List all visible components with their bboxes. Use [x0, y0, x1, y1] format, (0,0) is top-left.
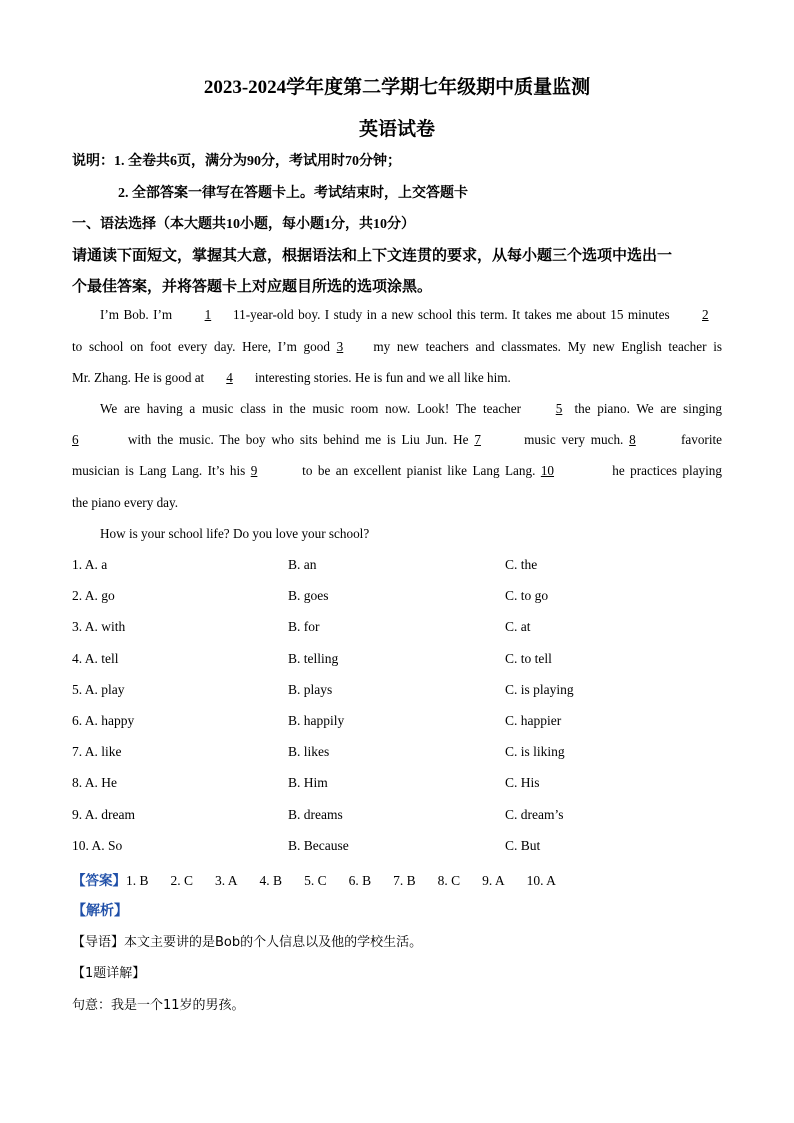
option-a: 1. A. a: [72, 557, 108, 572]
option-row: [72, 775, 722, 793]
option-a: 7. A. like: [72, 744, 122, 760]
option-b: B. Because: [288, 837, 349, 853]
answer-item: 6. B: [348, 873, 372, 888]
blank-8: 8: [629, 432, 636, 447]
directions-line-2: 个最佳答案，并将答题卡上对应题目所选的选项涂黑。: [72, 279, 433, 295]
option-b: B. an: [288, 557, 317, 572]
option-c: C. dream’s: [505, 806, 564, 822]
answer-item: 2. C: [170, 873, 194, 888]
blank-1: 1: [204, 307, 212, 322]
option-c: C. His: [505, 775, 540, 791]
option-b: B. happily: [288, 713, 345, 728]
answer-item: 5. C: [304, 873, 327, 888]
option-a: 6. A. happy: [72, 713, 135, 728]
instructions-line-1: 说明：1. 全卷共6页，满分为90分，考试用时70分钟；: [72, 154, 401, 169]
option-a: 8. A. He: [72, 775, 117, 791]
blank-10: 10: [540, 463, 555, 478]
option-row: [72, 838, 722, 856]
option-c: C. is playing: [505, 681, 574, 697]
option-row: [72, 557, 722, 575]
answer-item: 9. A: [482, 873, 505, 888]
option-row: [72, 619, 722, 637]
answer-label: 【答案】: [72, 873, 126, 888]
directions-line-1: 请通读下面短文，掌握其大意，根据语法和上下文连贯的要求，从每小题三个选项中选出一: [72, 248, 673, 264]
option-c: C. is liking: [505, 744, 565, 760]
option-b: B. for: [288, 619, 320, 635]
blank-9: 9: [250, 463, 258, 478]
option-a: 3. A. with: [72, 619, 126, 635]
option-b: B. dreams: [288, 806, 343, 822]
blank-3: 3: [336, 339, 344, 354]
answer-key: [72, 869, 578, 889]
option-row: [72, 588, 722, 606]
option-c: C. to go: [505, 588, 549, 604]
blank-4: 4: [226, 370, 233, 385]
blank-5: 5: [555, 401, 563, 416]
option-b: B. goes: [288, 588, 329, 604]
option-c: C. the: [505, 557, 538, 572]
option-c: C. at: [505, 619, 531, 635]
option-a: 2. A. go: [72, 588, 115, 604]
option-row: [72, 651, 722, 669]
passage-line: the piano every day.: [72, 495, 179, 510]
option-b: B. plays: [288, 681, 333, 697]
blank-7: 7: [474, 432, 481, 447]
passage-line: I’m Bob. I’m 1 11-year-old boy. I study in a new school this term. It takes me about 15 minutes 2: [72, 307, 722, 323]
blank-2: 2: [702, 307, 709, 322]
answer-item: 4. B: [259, 873, 283, 888]
option-b: B. telling: [288, 650, 339, 666]
option-a: 9. A. dream: [72, 806, 135, 822]
analysis-label: 【解析】: [72, 904, 128, 919]
guide-text: 【导语】本文主要讲的是Bob的个人信息以及他的学校生活。: [72, 935, 423, 950]
page-title: 2023-2024学年度第二学期七年级期中质量监测: [203, 77, 591, 98]
option-c: C. But: [505, 837, 541, 853]
option-row: [72, 713, 722, 731]
answer-item: 1. B: [126, 873, 149, 888]
passage-line: 6 with the music. The boy who sits behind me is Liu Jun. He 7 music very much. 8 favorite: [72, 432, 723, 447]
instructions-line-2: 2. 全部答案一律写在答题卡上。考试结束时，上交答题卡: [118, 186, 468, 201]
passage-line: to school on foot every day. Here, I’m good 3 my new teachers and classmates. My new English teacher is: [72, 339, 722, 354]
passage-line: How is your school life? Do you love your school?: [100, 526, 370, 541]
option-a: 4. A. tell: [72, 650, 119, 666]
section-heading: 一、语法选择（本大题共10小题，每小题1分，共10分）: [72, 217, 415, 232]
option-row: [72, 744, 722, 762]
answer-item: 3. A: [215, 873, 238, 888]
answer-item: 10. A: [526, 873, 556, 888]
question-1-detail-label: 【1题详解】: [72, 966, 146, 981]
option-c: C. to tell: [505, 650, 552, 666]
option-b: B. Him: [288, 775, 328, 791]
passage-line: Mr. Zhang. He is good at 4 interesting stories. He is fun and we all like him.: [72, 370, 511, 385]
option-row: [72, 682, 722, 700]
option-row: [72, 807, 722, 825]
page-subtitle: 英语试卷: [358, 119, 435, 140]
passage-line: musician is Lang Lang. It’s his 9 to be an excellent pianist like Lang Lang. 10 he practices playing: [72, 463, 722, 478]
answer-item: 8. C: [437, 873, 461, 888]
answer-item: 7. B: [393, 873, 416, 888]
option-c: C. happier: [505, 713, 562, 728]
option-a: 5. A. play: [72, 681, 125, 697]
option-b: B. likes: [288, 744, 330, 760]
passage-line: We are having a music class in the music room now. Look! The teacher 5 the piano. We are singing: [100, 401, 722, 416]
option-a: 10. A. So: [72, 837, 123, 853]
question-1-meaning: 句意：我是一个11岁的男孩。: [72, 998, 245, 1013]
blank-6: 6: [72, 432, 79, 447]
